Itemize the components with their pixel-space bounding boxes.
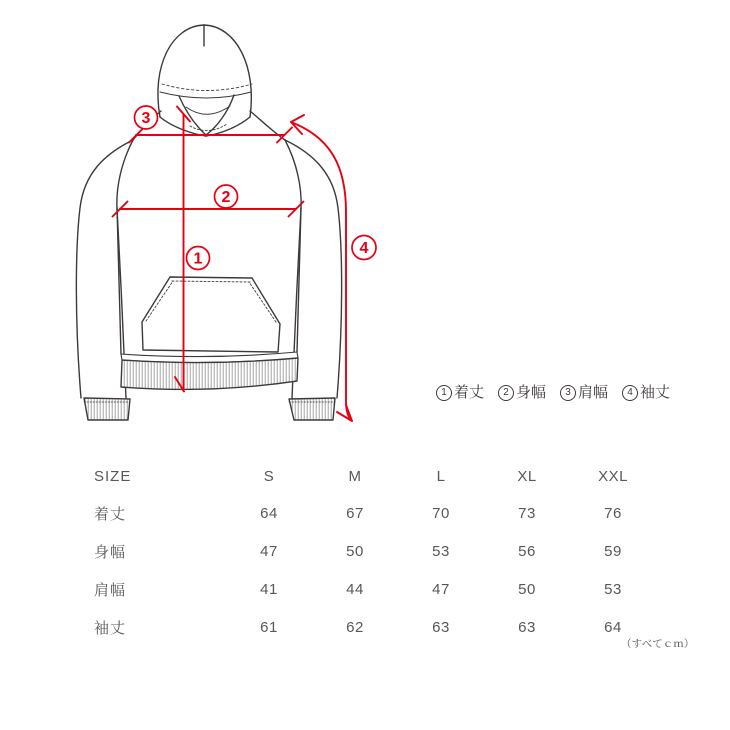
pocket-stitch-right [249,282,276,322]
legend-item-1 [436,384,484,401]
legend-circled-3: 3 [560,385,576,401]
table-row-sleeve-length [94,608,656,646]
cell-value: 62 [346,618,364,636]
cell-value: 76 [604,504,622,522]
hem-band-rib [121,358,298,389]
units-footnote: （すべてｃｍ） [621,638,695,650]
column-header-m: M [348,468,362,485]
legend-label-1: 着丈 [454,384,485,401]
row-label: 肩幅 [94,581,127,599]
hoodie-line-art [76,25,341,420]
column-header-xxl: XXL [598,468,628,485]
legend-label-3: 肩幅 [578,384,609,401]
legend-circled-1: 1 [436,385,452,401]
armhole-left [117,140,133,208]
armhole-right [285,140,301,208]
cell-value: 53 [432,542,450,560]
cell-value: 47 [432,580,450,598]
cell-value: 67 [346,504,364,522]
table-row-body-length [94,494,656,532]
cell-value: 41 [260,580,278,598]
legend-label-4: 袖丈 [640,384,671,401]
legend-item-3 [560,384,608,401]
column-header-xl: XL [517,468,537,485]
kangaroo-pocket [142,277,280,352]
marker-number-3: 3 [141,110,151,127]
hood-bottom-right [206,117,250,136]
size-table [94,459,656,646]
marker-number-2: 2 [221,189,231,206]
pocket-stitch-left [146,281,173,321]
size-header-label: SIZE [94,468,132,485]
cell-value: 50 [346,542,364,560]
cell-value: 70 [432,504,450,522]
column-header-s: S [263,468,275,485]
cell-value: 50 [518,580,536,598]
marker-number-4: 4 [359,240,369,257]
cell-value: 64 [260,504,278,522]
cuff-right [289,398,335,420]
legend-item-4 [622,384,670,401]
cell-value: 47 [260,542,278,560]
cell-value: 63 [432,618,450,636]
row-label: 着丈 [94,505,127,523]
cell-value: 59 [604,542,622,560]
measurement-markers [135,106,377,270]
marker-number-1: 1 [193,250,203,268]
row-label: 袖丈 [94,619,127,637]
cell-value: 56 [518,542,536,560]
table-row-shoulder-width [94,570,656,608]
cell-value: 73 [518,504,536,522]
legend-circled-4: 4 [622,385,638,401]
hood-stitch-line [162,84,252,91]
legend-label-2: 身幅 [516,384,547,401]
measure-arrow-4-bottom [337,405,352,421]
collar-arc [186,106,230,114]
cell-value: 44 [346,580,364,598]
hood-front-edge [160,92,251,98]
column-header-l: L [436,468,446,485]
cell-value: 61 [260,618,278,636]
measurement-legend [436,384,670,401]
size-table-header-row [94,459,656,494]
cell-value: 53 [604,580,622,598]
table-row-chest-width [94,532,656,570]
legend-circled-2: 2 [498,385,514,401]
cell-value: 63 [518,618,536,636]
legend-item-2 [498,384,546,401]
cell-value: 64 [604,618,622,636]
cuff-left [84,398,130,420]
row-label: 身幅 [94,543,127,561]
